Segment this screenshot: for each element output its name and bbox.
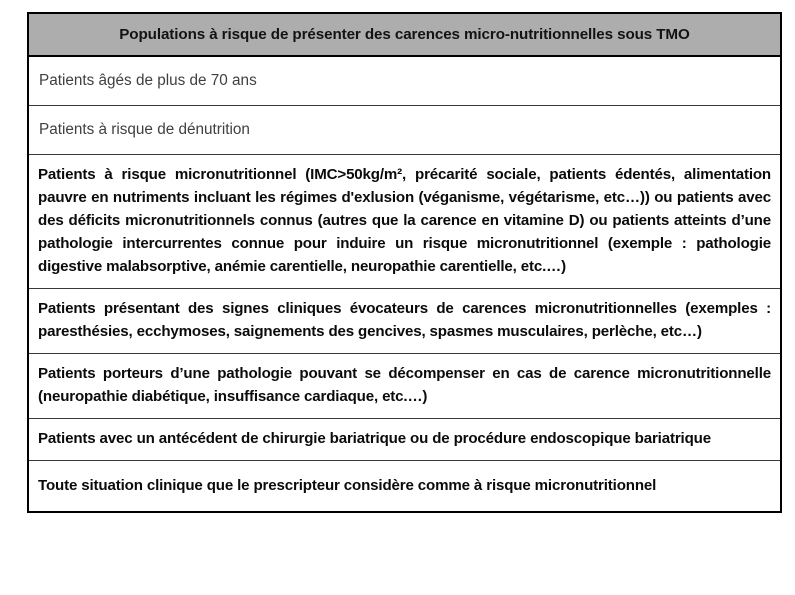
table-row xyxy=(29,106,780,155)
table-row xyxy=(29,354,780,419)
row-prescripteur-text: Toute situation clinique que le prescripteur considère comme à risque micronutritionnel xyxy=(38,476,657,494)
table-header-row xyxy=(29,14,780,57)
row-bariatrique-text: Patients avec un antécédent de chirurgie bariatrique ou de procédure endoscopique bariatrique xyxy=(38,429,711,447)
table-row xyxy=(29,155,780,289)
row-decompensation-text: Patients porteurs d’une pathologie pouvant se décompenser en cas de carence micronutritionnelle (neuropathie diabétique, insuffisance cardiaque, etc.…) xyxy=(38,365,771,405)
table-row xyxy=(29,461,780,511)
table-header-title: Populations à risque de présenter des carences micro-nutritionnelles sous TMO xyxy=(119,26,690,43)
table-row xyxy=(29,419,780,461)
table-row xyxy=(29,57,780,106)
row-risque-micronutritionnel-text: Patients à risque micronutritionnel (IMC>50kg/m², précarité sociale, patients édentés, alimentation pauvre en nutriments incluant les régimes d'exlusion (véganisme, végétarisme, etc…)) ou patients avec des déficits micronutritionnels connus (autres que la carence en vitamine D) ou patients atteints d’une pathologie intercurrentes connue pour induire un risque micronutritionnel (exemple : pathologie digestive malabsorptive, anémie carentielle, neuropathie carentielle, etc.…) xyxy=(38,166,771,276)
row-denutrition-text: Patients à risque de dénutrition xyxy=(39,121,250,139)
row-signes-cliniques-text: Patients présentant des signes cliniques évocateurs de carences micronutritionnelles (exemples : paresthésies, ecchymoses, saignements des gencives, spasmes musculaires, perlèche, etc…) xyxy=(38,300,771,341)
row-age-70-text: Patients âgés de plus de 70 ans xyxy=(39,72,257,90)
table-row xyxy=(29,289,780,354)
risk-populations-table xyxy=(27,12,782,513)
